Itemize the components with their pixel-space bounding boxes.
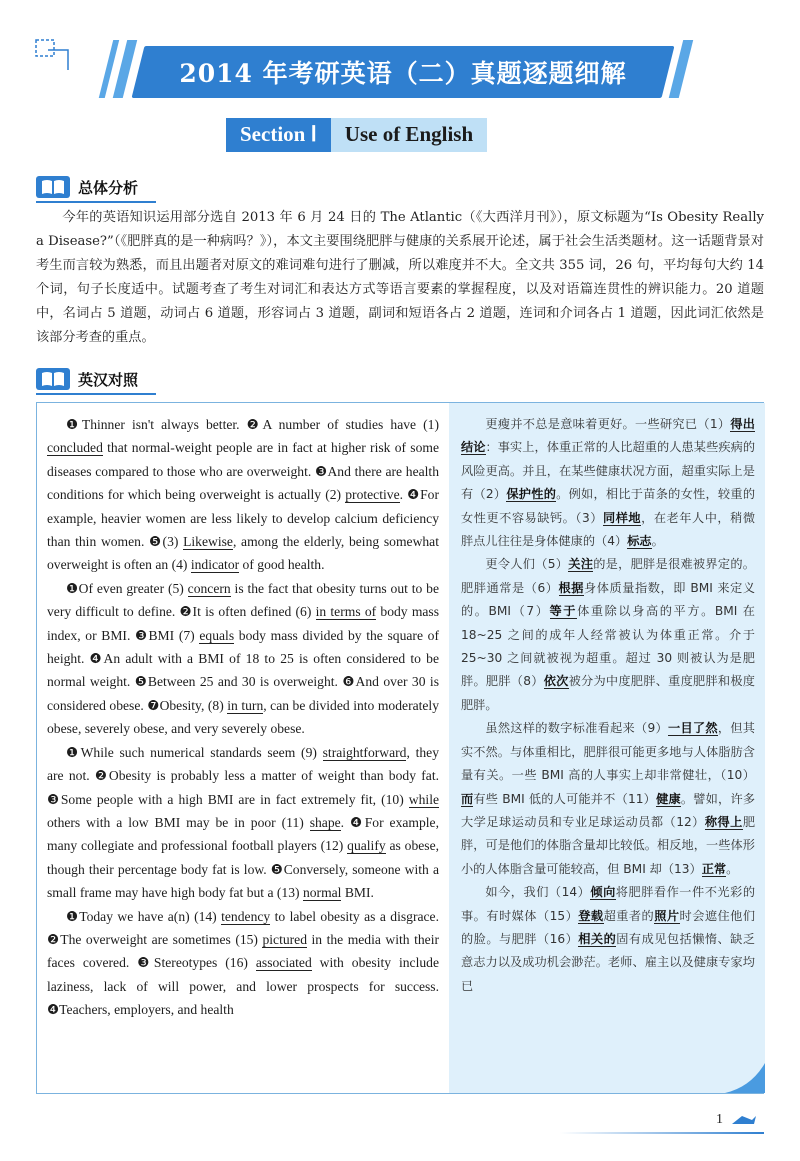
answer-translation: 健康 <box>656 791 681 806</box>
answer-word: Likewise <box>183 534 233 550</box>
chinese-column <box>449 403 765 1093</box>
answer-word: qualify <box>347 838 386 854</box>
heading-text: 英汉对照 <box>78 370 139 389</box>
answer-word: associated <box>255 955 312 971</box>
book-icon <box>36 176 70 198</box>
answer-word: concern <box>187 580 231 596</box>
answer-translation: 标志 <box>627 534 652 549</box>
english-paragraph: ❶Of even greater (5) concern is the fact that obesity turns out to be very difficult to define. ❷It is often defined (6) in terms of body mass index, or BMI. ❸BMI (7) equals body mass divided by the square of height. ❹An adult with a BMI of 18 to 25 is often considered to be normal weight. ❺Between 25 and 30 is overweight. ❻And over 30 is considered obese. ❼Obesity, (8) in turn, can be divided into moderately obese, severely obese, and very severely obese. <box>47 580 440 737</box>
intro-text: 今年的英语知识运用部分选自 2013 年 6 月 24 日的 The Atlantic（《大西洋月刊》），原文标题为“Is Obesity Really a Disease?”（《肥胖真的是一种病吗？》），本文主要围绕肥胖与健康的关系展开论述，属于社会生活类题材。这一话题背景对考生而言较为熟悉，而且出题者对原文的难词难句进行了删减，所以难度并不大。全文共 355 词，26 句，平均每句大约 14 个词，句子长度适中。试题考查了考生对词汇和表达方式等语言要素的掌握程度，以及对语篇连贯性的辨识能力。20 道题中，名词占 5 道题，动词占 6 道题，形容词占 3 道题，副词和短语各占 2 道题，连词和介词各占 1 道题，因此词汇依然是该部分考查的重点。 <box>36 210 764 345</box>
answer-translation: 依次 <box>543 674 569 689</box>
answer-translation: 相关 <box>578 931 604 946</box>
answer-word: concluded <box>47 440 103 456</box>
answer-translation: 倾向 <box>590 885 616 900</box>
answer-word: tendency <box>221 908 271 924</box>
chinese-paragraph: 更瘦并不总是意味着更好。一些研究已（1）得出结论：事实上，体重正常的人比超重的人患某些疾病的风险更高。并且，在某些健康状况方面，超重实际上是有（2）保护性的。例如，相比于苗条的女性，较重的女性更不容易缺钙。（3）同样地，在老年人中，稍微胖点儿往往是身体健康的（4）标志。 <box>461 417 756 549</box>
answer-translation: 而 <box>461 791 474 806</box>
page-title: 2014 年考研英语（二）真题逐题细解 <box>179 59 627 88</box>
answer-translation: 的 <box>603 931 617 946</box>
answer-translation: 根据 <box>558 580 585 595</box>
section-number: Section Ⅰ <box>226 118 331 152</box>
heading-bilingual <box>36 366 142 392</box>
answer-word: shape <box>309 814 341 830</box>
bilingual-box <box>36 402 764 1094</box>
corner-decoration-icon <box>34 38 70 72</box>
answer-word: equals <box>199 627 235 643</box>
answer-translation: 照片 <box>654 908 680 923</box>
answer-word: protective <box>345 487 400 503</box>
answer-translation: 称得上 <box>704 814 743 829</box>
chinese-paragraph: 虽然这样的数字标准看起来（9）一目了然，但其实不然。与体重相比，肥胖很可能更多地与人体脂肪含量有关。一些 BMI 高的人事实上却非常健壮，（10）而有些 BMI 低的人可能并不（11）健康。譬如，许多大学足球运动员和专业足球运动员都（12）称得上肥胖，可是他们的体脂含量却比较低。相反地，一些体形小的人体脂含量可能较高，但 BMI 却（13）正常。 <box>461 721 756 876</box>
title-banner <box>138 46 668 98</box>
chinese-paragraph: 如今，我们（14）倾向将肥胖看作一件不光彩的事。有时媒体（15）登载超重者的照片时会遮住他们的脸。与肥胖（16）相关的固有成见包括懒惰、缺乏意志力以及成功机会渺茫。老师、雇主以及健康专家均已 <box>461 885 756 993</box>
heading-overall-analysis <box>36 174 142 200</box>
answer-translation: 关注 <box>568 557 594 572</box>
answer-translation: 正常 <box>701 861 727 876</box>
page-number: 1 <box>716 1112 723 1127</box>
answer-translation: 一目了然 <box>668 721 718 736</box>
english-column <box>37 403 449 1093</box>
answer-translation: 保护性的 <box>506 487 557 502</box>
chinese-paragraph: 更令人们（5）关注的是，肥胖是很难被界定的。肥胖通常是（6）根据身体质量指数，即 BMI 来定义的。BMI（7）等于体重除以身高的平方。BMI 在 18~25 之间的成年人经常被认为体重正常。介于 25~30 之间就被视为超重。超过 30 则被认为是肥胖。肥胖（8）依次被分为中度肥胖、重度肥胖和极度肥胖。 <box>461 557 756 712</box>
english-paragraph: ❶Thinner isn't always better. ❷A number of studies have (1) concluded that normal-weight people are in fact at higher risk of some diseases compared to those who are overweight. ❸And there are health conditions for which being overweight is actually (2) protective. ❹For example, heavier women are less likely to develop calcium deficiency than thin women. ❺(3) Likewise, among the elderly, being somewhat overweight is often an (4) indicator of good health. <box>47 417 439 573</box>
answer-translation: 登载 <box>578 908 604 923</box>
answer-word: indicator <box>190 557 240 573</box>
answer-word: straightforward <box>322 744 407 760</box>
page-number-decoration-icon <box>732 1114 756 1126</box>
answer-translation: 得出结论 <box>461 417 755 455</box>
answer-translation: 同样地 <box>603 510 642 525</box>
intro-paragraph <box>36 206 764 350</box>
answer-word: in turn <box>227 697 264 713</box>
answer-word: normal <box>302 885 342 901</box>
book-icon <box>36 368 70 390</box>
section-bar <box>226 118 487 152</box>
answer-word: in terms of <box>315 604 377 620</box>
answer-word: while <box>408 791 439 807</box>
heading-text: 总体分析 <box>78 178 139 197</box>
section-name: Use of English <box>331 118 487 152</box>
answer-translation: 等于 <box>549 604 578 619</box>
page-curl-icon <box>725 1063 765 1093</box>
english-paragraph: ❶While such numerical standards seem (9) straightforward, they are not. ❷Obesity is probably less a matter of weight than body fat. ❸Some people with a high BMI are in fact extremely fit, (10) while others with a low BMI may be in poor (11) shape. ❹For example, many collegiate and professional football players (12) qualify as obese, though their percentage body fat is low. ❺Conversely, someone with a small frame may have high body fat but a (13) normal BMI. <box>47 744 439 901</box>
english-paragraph: ❶Today we have a(n) (14) tendency to label obesity as a disgrace. ❷The overweight are sometimes (15) pictured in the media with their faces covered. ❸Stereotypes (16) associated with obesity include laziness, lack of will power, and lower prospects for success. ❹Teachers, employers, and health <box>47 908 439 1018</box>
footer-line <box>560 1132 764 1134</box>
answer-word: pictured <box>262 931 308 947</box>
